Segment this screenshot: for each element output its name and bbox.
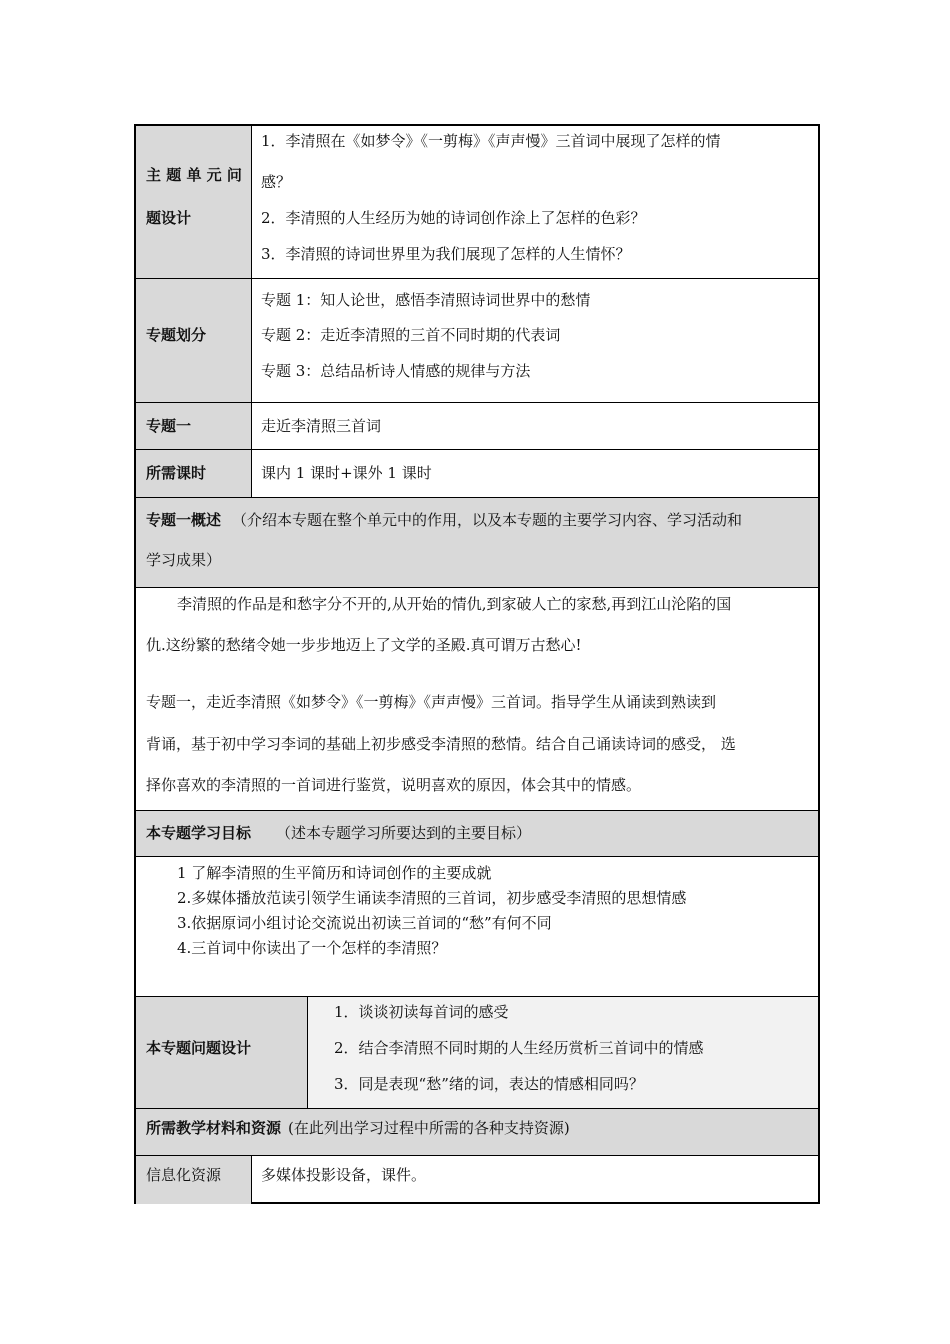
- goal-item: 4.三首词中你读出了一个怎样的李清照？: [177, 939, 447, 957]
- row-topic-one: [136, 403, 818, 450]
- question-1-line-1: 1．李清照在《如梦令》《一剪梅》《声声慢》三首词中展现了怎样的情: [261, 132, 721, 150]
- goals-note: （述本专题学习所要达到的主要目标）: [276, 824, 532, 842]
- overview-paragraph-1-line-1: 李清照的作品是和愁字分不开的,从开始的情仇,到家破人亡的家愁,再到江山沦陷的国: [177, 595, 732, 613]
- topic-division-content: [252, 279, 818, 402]
- question-item: 1．谈谈初读每首词的感受: [334, 1003, 509, 1021]
- label-question-design: [136, 997, 308, 1108]
- row-overview-header: [136, 498, 818, 588]
- label-line-2: 题设计: [146, 209, 192, 227]
- row-overview-body: [136, 588, 818, 811]
- question-1-line-2: 感？: [261, 173, 292, 191]
- question-2: 2．李清照的人生经历为她的诗词创作涂上了怎样的色彩？: [261, 209, 646, 227]
- division-item: 专题 2：走近李清照的三首不同时期的代表词: [261, 326, 561, 344]
- row-goals-body: [136, 857, 818, 997]
- label-text: 专题一: [146, 417, 192, 435]
- label-topic-division: [136, 279, 252, 402]
- row-topic-division: [136, 279, 818, 403]
- row-it-resources: [136, 1156, 818, 1204]
- label-theme-questions: [136, 126, 252, 278]
- label-text: 本专题问题设计: [146, 1039, 252, 1057]
- it-resources-value: [252, 1156, 818, 1204]
- materials-note: (在此列出学习过程中所需的各种支持资源): [288, 1119, 570, 1137]
- overview-paragraph-2-line-1: 专题一，走近李清照《如梦令》《一剪梅》《声声慢》三首词。指导学生从诵读到熟读到: [146, 693, 717, 711]
- division-item: 专题 3：总结品析诗人情感的规律与方法: [261, 362, 531, 380]
- goals-label: 本专题学习目标: [146, 824, 252, 842]
- question-design-content: [308, 997, 818, 1108]
- value-text: 走近李清照三首词: [261, 417, 382, 435]
- row-goals-header: [136, 811, 818, 857]
- overview-label: 专题一概述: [146, 511, 222, 529]
- topic-one-value: [252, 403, 818, 449]
- row-question-design: [136, 997, 818, 1109]
- lesson-plan-table: [134, 124, 820, 1204]
- question-item: 2．结合李清照不同时期的人生经历赏析三首词中的情感: [334, 1039, 704, 1057]
- overview-note-line-2: 学习成果）: [146, 551, 222, 569]
- question-3: 3．李清照的诗词世界里为我们展现了怎样的人生情怀？: [261, 245, 631, 263]
- row-required-hours: [136, 450, 818, 498]
- required-hours-value: [252, 450, 818, 497]
- overview-note-line-1: （介绍本专题在整个单元中的作用，以及本专题的主要学习内容、学习活动和: [232, 511, 743, 529]
- row-theme-questions: [136, 126, 818, 279]
- value-text: 多媒体投影设备，课件。: [261, 1166, 427, 1184]
- division-item: 专题 1：知人论世，感悟李清照诗词世界中的愁情: [261, 291, 591, 309]
- label-text: 信息化资源: [146, 1166, 222, 1184]
- overview-paragraph-1-line-2: 仇.这纷繁的愁绪令她一步步地迈上了文学的圣殿.真可谓万古愁心!: [146, 636, 582, 654]
- overview-paragraph-2-line-2: 背诵，基于初中学习李词的基础上初步感受李清照的愁情。结合自己诵读诗词的感受， 选: [146, 735, 736, 753]
- label-required-hours: [136, 450, 252, 497]
- value-text: 课内 1 课时+课外 1 课时: [261, 464, 432, 482]
- label-topic-one: [136, 403, 252, 449]
- goal-item: 2.多媒体播放范读引领学生诵读李清照的三首词，初步感受李清照的思想情感: [177, 889, 687, 907]
- label-text: 专题划分: [146, 326, 207, 344]
- label-text: 所需课时: [146, 464, 207, 482]
- question-item: 3．同是表现“愁”绪的词，表达的情感相同吗？: [334, 1075, 644, 1093]
- goal-item: 1 了解李清照的生平简历和诗词创作的主要成就: [177, 864, 492, 882]
- label-line-1: 主 题 单 元 问: [146, 166, 242, 184]
- goal-item: 3.依据原词小组讨论交流说出初读三首词的“愁”有何不同: [177, 914, 552, 932]
- theme-questions-content: [252, 126, 818, 278]
- row-materials-header: [136, 1109, 818, 1156]
- label-it-resources: [136, 1156, 252, 1204]
- materials-label: 所需教学材料和资源: [146, 1119, 282, 1137]
- overview-paragraph-2-line-3: 择你喜欢的李清照的一首词进行鉴赏，说明喜欢的原因，体会其中的情感。: [146, 776, 642, 794]
